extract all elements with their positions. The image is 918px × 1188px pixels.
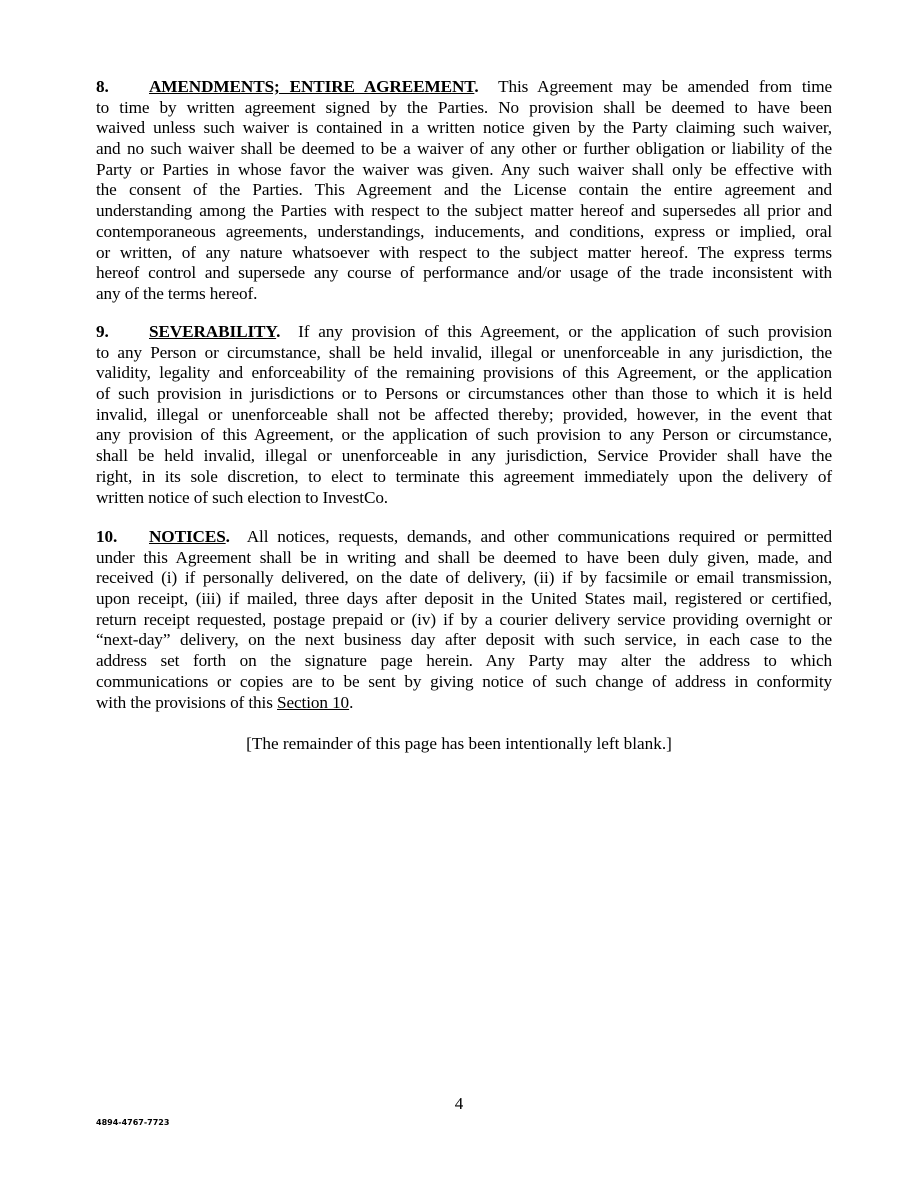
intentionally-blank-note: [The remainder of this page has been intentionally left blank.] [246, 734, 672, 753]
text-line: to time by written agreement signed by the Parties. No provision shall be deemed to have been [96, 97, 832, 117]
section-heading-period: . [276, 322, 281, 341]
text-line: hereof control and supersede any course of performance and/or usage of the trade inconsistent with [96, 263, 832, 283]
section-10-cross-reference[interactable]: Section 10 [277, 692, 350, 712]
section-text: All notices, requests, demands, and other communications required or permitted [229, 527, 832, 546]
page-number: 4 [454, 1094, 464, 1113]
text-line: written notice of such election to InvestCo. [96, 487, 389, 507]
text-segment: with the provisions of this [96, 692, 278, 712]
text-segment: . [349, 692, 354, 712]
section-heading-line [96, 527, 832, 548]
section-heading-line [96, 77, 832, 98]
text-line: the consent of the Parties. This Agreement and the License contain the entire agreement and [96, 180, 832, 200]
section-heading-period: . [474, 77, 479, 96]
section-8-amendments [96, 77, 832, 305]
text-line: and no such waiver shall be deemed to be a waiver of any other or further obligation or liability of the [96, 139, 832, 159]
text-line: of such provision in jurisdictions or to Persons or circumstances other than those to which it is held [96, 384, 832, 404]
section-10-notices [96, 527, 832, 713]
text-line: validity, legality and enforceability of the remaining provisions of this Agreement, or the application [96, 363, 832, 383]
text-line: communications or copies are to be sent by giving notice of such change of address in conformity [96, 671, 832, 691]
text-line: any of the terms hereof. [96, 283, 258, 303]
section-heading-line [96, 322, 832, 343]
text-line: under this Agreement shall be in writing and shall be deemed to have been duly given, made, and [96, 547, 832, 567]
text-line: contemporaneous agreements, understandings, inducements, and conditions, express or implied, oral [96, 221, 832, 241]
section-heading: SEVERABILITY [149, 322, 277, 341]
text-line: Party or Parties in whose favor the waiver was given. Any such waiver shall only be effective with [96, 159, 832, 179]
section-heading: AMENDMENTS; ENTIRE AGREEMENT [149, 77, 475, 96]
text-line: received (i) if personally delivered, on the date of delivery, (ii) if by facsimile or email transmission, [96, 568, 832, 588]
text-line: or written, of any nature whatsoever with respect to the subject matter hereof. The express terms [96, 242, 832, 262]
text-line: understanding among the Parties with respect to the subject matter hereof and supersedes all prior and [96, 201, 832, 221]
section-number: 8. [96, 77, 109, 96]
text-line: right, in its sole discretion, to elect to terminate this agreement immediately upon the delivery of [96, 466, 832, 486]
section-text: If any provision of this Agreement, or the application of such provision [280, 322, 832, 341]
text-line: shall be held invalid, illegal or unenforceable in any jurisdiction, Service Provider shall have the [96, 446, 832, 466]
section-number: 9. [96, 322, 109, 341]
text-line: invalid, illegal or unenforceable shall not be affected thereby; provided, however, in the event that [96, 404, 832, 424]
section-text: This Agreement may be amended from time [478, 77, 832, 96]
text-line: “next-day” delivery, on the next business day after deposit with such service, in each case to the [96, 630, 832, 650]
text-line: return receipt requested, postage prepaid or (iv) if by a courier delivery service providing overnight or [96, 609, 832, 629]
text-line: to any Person or circumstance, shall be held invalid, illegal or unenforceable in any jurisdiction, the [96, 342, 832, 362]
text-line: waived unless such waiver is contained in a written notice given by the Party claiming such waiver, [96, 118, 832, 138]
section-9-severability [96, 322, 832, 508]
document-id: 4894-4767-7723 [96, 1118, 170, 1127]
text-line: any provision of this Agreement, or the application of such provision to any Person or circumstance, [96, 425, 832, 445]
section-heading: NOTICES [149, 527, 226, 546]
text-line: upon receipt, (iii) if mailed, three days after deposit in the United States mail, registered or certified, [96, 589, 832, 609]
text-line: address set forth on the signature page herein. Any Party may alter the address to which [96, 651, 832, 671]
text-line [96, 693, 832, 714]
section-heading-period: . [225, 527, 230, 546]
section-number: 10. [96, 527, 118, 546]
